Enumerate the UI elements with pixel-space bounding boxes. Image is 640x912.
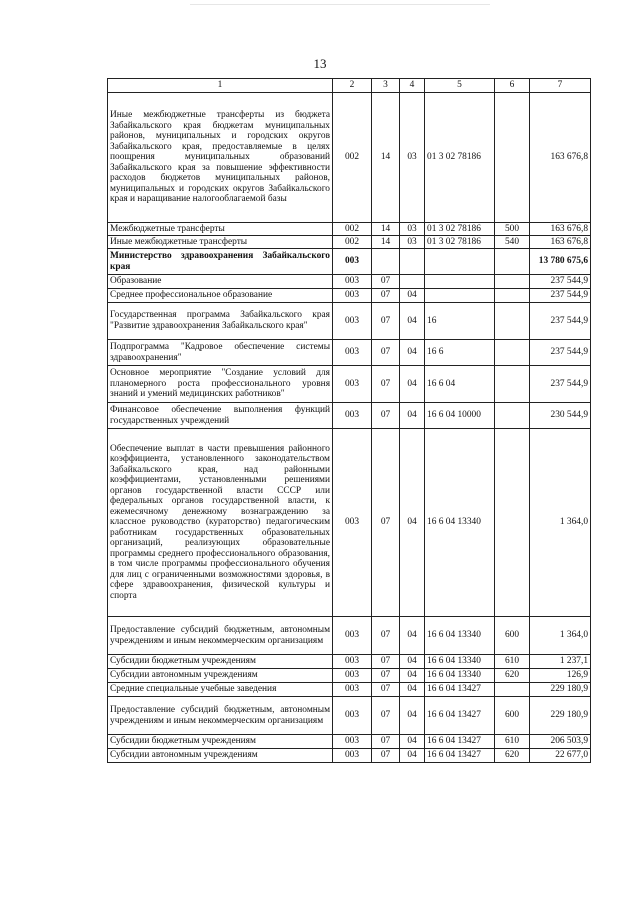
subsection-cell: 03 [400,93,425,223]
expense-type-cell: 620 [495,749,530,763]
table-row [108,366,591,403]
section-cell: 14 [372,223,400,236]
subsection-cell: 04 [400,683,425,697]
row-name-cell: Предоставление субсидий бюджетным, автономным учреждениям и иным некоммерческим организациям [108,697,333,735]
grbs-cell: 003 [333,403,372,429]
grbs-cell: 003 [333,303,372,340]
column-header: 6 [495,79,530,93]
grbs-cell: 003 [333,683,372,697]
target-article-cell: 16 6 04 13427 [425,749,495,763]
table-row [108,249,591,275]
row-name-cell: Обеспечение выплат в части превышения районного коэффициента, установленного законодательством Забайкальского края, над районными коэффициентами, установленными решениями органов государственной власти СССР или федеральных органов государственной власти, к ежемесячному денежному вознаграждению за классное руководство (кураторство) педагогическим работникам государственных образовательных организаций, реализующих образовательные программы среднего профессионального образования, в том числе программы профессионального обучения для лиц с ограниченными возможностями здоровья, в сфере здравоохранения, физической культуры и спорта [108,429,333,617]
target-article-cell [425,289,495,303]
subsection-cell: 04 [400,749,425,763]
table-row [108,289,591,303]
subsection-cell [400,249,425,275]
column-header: 3 [372,79,400,93]
expense-type-cell: 600 [495,617,530,655]
table-row [108,749,591,763]
subsection-cell: 04 [400,366,425,403]
target-article-cell: 16 6 04 13427 [425,683,495,697]
column-header: 1 [108,79,333,93]
section-cell [372,249,400,275]
section-cell: 14 [372,236,400,249]
section-cell: 07 [372,403,400,429]
amount-cell: 1 237,1 [530,655,591,669]
table-row [108,683,591,697]
expense-type-cell: 620 [495,669,530,683]
subsection-cell: 04 [400,403,425,429]
expense-type-cell: 610 [495,655,530,669]
grbs-cell: 003 [333,735,372,749]
row-name-cell: Средние специальные учебные заведения [108,683,333,697]
subsection-cell: 04 [400,697,425,735]
grbs-cell: 003 [333,366,372,403]
table-row [108,275,591,289]
grbs-cell: 003 [333,289,372,303]
row-name-cell: Субсидии бюджетным учреждениям [108,735,333,749]
table-row [108,669,591,683]
amount-cell: 230 544,9 [530,403,591,429]
section-cell: 07 [372,655,400,669]
row-name-cell: Иные межбюджетные трансферты [108,236,333,249]
table-header-row [108,79,591,93]
subsection-cell: 04 [400,669,425,683]
row-name-cell: Подпрограмма "Кадровое обеспечение системы здравоохранения" [108,340,333,366]
target-article-cell: 16 6 04 13427 [425,735,495,749]
column-header: 2 [333,79,372,93]
grbs-cell: 003 [333,249,372,275]
section-cell: 07 [372,289,400,303]
table-row [108,655,591,669]
subsection-cell [400,275,425,289]
row-name-cell: Межбюджетные трансферты [108,223,333,236]
table-row [108,697,591,735]
amount-cell: 22 677,0 [530,749,591,763]
section-cell: 07 [372,669,400,683]
subsection-cell: 04 [400,289,425,303]
subsection-cell: 04 [400,340,425,366]
page-number: 13 [313,56,327,71]
table-row [108,303,591,340]
expense-type-cell [495,289,530,303]
expense-type-cell [495,303,530,340]
scan-artifact-line [190,4,490,5]
row-name-cell: Предоставление субсидий бюджетным, автономным учреждениям и иным некоммерческим организациям [108,617,333,655]
expense-type-cell: 540 [495,236,530,249]
grbs-cell: 003 [333,617,372,655]
row-name-cell: Субсидии автономным учреждениям [108,669,333,683]
amount-cell: 237 544,9 [530,366,591,403]
row-name-cell: Среднее профессиональное образование [108,289,333,303]
expense-type-cell [495,340,530,366]
grbs-cell: 002 [333,236,372,249]
target-article-cell: 01 3 02 78186 [425,93,495,223]
table-row [108,340,591,366]
subsection-cell: 04 [400,303,425,340]
target-article-cell: 16 6 04 13427 [425,697,495,735]
amount-cell: 126,9 [530,669,591,683]
target-article-cell: 16 6 04 13340 [425,429,495,617]
target-article-cell: 16 6 04 [425,366,495,403]
grbs-cell: 003 [333,429,372,617]
expense-type-cell: 610 [495,735,530,749]
expense-type-cell: 500 [495,223,530,236]
table-row [108,223,591,236]
amount-cell: 229 180,9 [530,683,591,697]
expense-type-cell [495,403,530,429]
section-cell: 07 [372,340,400,366]
amount-cell: 163 676,8 [530,93,591,223]
amount-cell: 237 544,9 [530,303,591,340]
table-row [108,403,591,429]
table-row [108,93,591,223]
grbs-cell: 003 [333,749,372,763]
table-row [108,735,591,749]
column-header: 7 [530,79,591,93]
amount-cell: 237 544,9 [530,289,591,303]
expense-type-cell [495,429,530,617]
amount-cell: 1 364,0 [530,429,591,617]
section-cell: 07 [372,749,400,763]
column-header: 5 [425,79,495,93]
target-article-cell: 16 6 04 10000 [425,403,495,429]
target-article-cell: 16 6 04 13340 [425,617,495,655]
row-name-cell: Основное мероприятие "Создание условий для планомерного роста профессионального уровня знаний и умений медицинских работников" [108,366,333,403]
target-article-cell [425,249,495,275]
subsection-cell: 03 [400,223,425,236]
grbs-cell: 003 [333,697,372,735]
target-article-cell [425,275,495,289]
grbs-cell: 002 [333,93,372,223]
expense-type-cell [495,249,530,275]
amount-cell: 206 503,9 [530,735,591,749]
expense-type-cell [495,275,530,289]
subsection-cell: 04 [400,735,425,749]
amount-cell: 1 364,0 [530,617,591,655]
section-cell: 07 [372,303,400,340]
amount-cell: 237 544,9 [530,340,591,366]
table-row [108,429,591,617]
table-row [108,617,591,655]
row-name-cell: Финансовое обеспечение выполнения функций государственных учреждений [108,403,333,429]
subsection-cell: 04 [400,429,425,617]
grbs-cell: 003 [333,275,372,289]
grbs-cell: 003 [333,340,372,366]
grbs-cell: 002 [333,223,372,236]
row-name-cell: Министерство здравоохранения Забайкальского края [108,249,333,275]
expense-type-cell [495,683,530,697]
section-cell: 07 [372,697,400,735]
target-article-cell: 01 3 02 78186 [425,223,495,236]
amount-cell: 229 180,9 [530,697,591,735]
section-cell: 07 [372,683,400,697]
target-article-cell: 16 6 04 13340 [425,669,495,683]
expense-type-cell [495,366,530,403]
amount-cell: 163 676,8 [530,223,591,236]
expense-type-cell [495,93,530,223]
amount-cell: 13 780 675,6 [530,249,591,275]
row-name-cell: Субсидии автономным учреждениям [108,749,333,763]
expense-type-cell: 600 [495,697,530,735]
row-name-cell: Иные межбюджетные трансферты из бюджета Забайкальского края бюджетам муниципальных районов, муниципальных и городских округов Забайкальского края, предоставляемые в целях поощрения муниципальных образований Забайкальского края за повышение эффективности расходов бюджетов муниципальных районов, муниципальных и городских округов Забайкальского края и наращивание налогооблагаемой базы [108,93,333,223]
target-article-cell: 01 3 02 78186 [425,236,495,249]
grbs-cell: 003 [333,669,372,683]
section-cell: 07 [372,617,400,655]
subsection-cell: 03 [400,236,425,249]
subsection-cell: 04 [400,617,425,655]
table-row [108,236,591,249]
column-header: 4 [400,79,425,93]
amount-cell: 163 676,8 [530,236,591,249]
grbs-cell: 003 [333,655,372,669]
row-name-cell: Образование [108,275,333,289]
subsection-cell: 04 [400,655,425,669]
section-cell: 07 [372,366,400,403]
section-cell: 14 [372,93,400,223]
section-cell: 07 [372,429,400,617]
target-article-cell: 16 [425,303,495,340]
row-name-cell: Государственная программа Забайкальского края "Развитие здравоохранения Забайкальского края" [108,303,333,340]
row-name-cell: Субсидии бюджетным учреждениям [108,655,333,669]
amount-cell: 237 544,9 [530,275,591,289]
target-article-cell: 16 6 04 13340 [425,655,495,669]
section-cell: 07 [372,275,400,289]
target-article-cell: 16 6 [425,340,495,366]
budget-table [107,78,591,763]
section-cell: 07 [372,735,400,749]
